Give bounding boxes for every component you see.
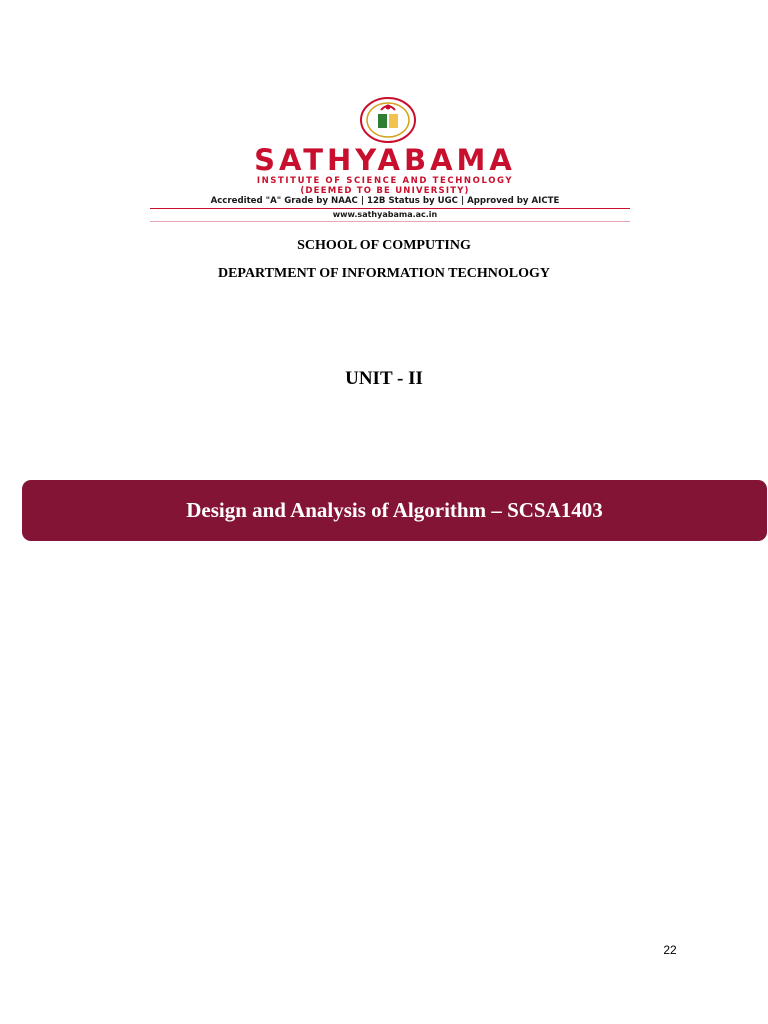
logo-divider-bottom xyxy=(150,221,630,222)
school-name: SCHOOL OF COMPUTING xyxy=(297,238,471,253)
university-emblem-icon xyxy=(359,96,417,144)
university-logo xyxy=(140,96,630,226)
brand-deemed: (DEEMED TO BE UNIVERSITY) xyxy=(300,186,470,196)
logo-divider xyxy=(150,208,630,209)
page-number: 22 xyxy=(663,943,677,957)
department-name: DEPARTMENT OF INFORMATION TECHNOLOGY xyxy=(217,266,551,281)
brand-name: SATHYABAMA xyxy=(254,143,516,177)
brand-accreditation: Accredited "A" Grade by NAAC | 12B Status by UGC | Approved by AICTE xyxy=(210,196,560,206)
unit-title: UNIT - II xyxy=(345,368,423,389)
brand-subtitle: INSTITUTE OF SCIENCE AND TECHNOLOGY xyxy=(256,176,514,186)
course-title-banner xyxy=(22,480,767,541)
course-title: Design and Analysis of Algorithm – SCSA1403 xyxy=(186,498,603,522)
brand-website: www.sathyabama.ac.in xyxy=(332,210,438,219)
